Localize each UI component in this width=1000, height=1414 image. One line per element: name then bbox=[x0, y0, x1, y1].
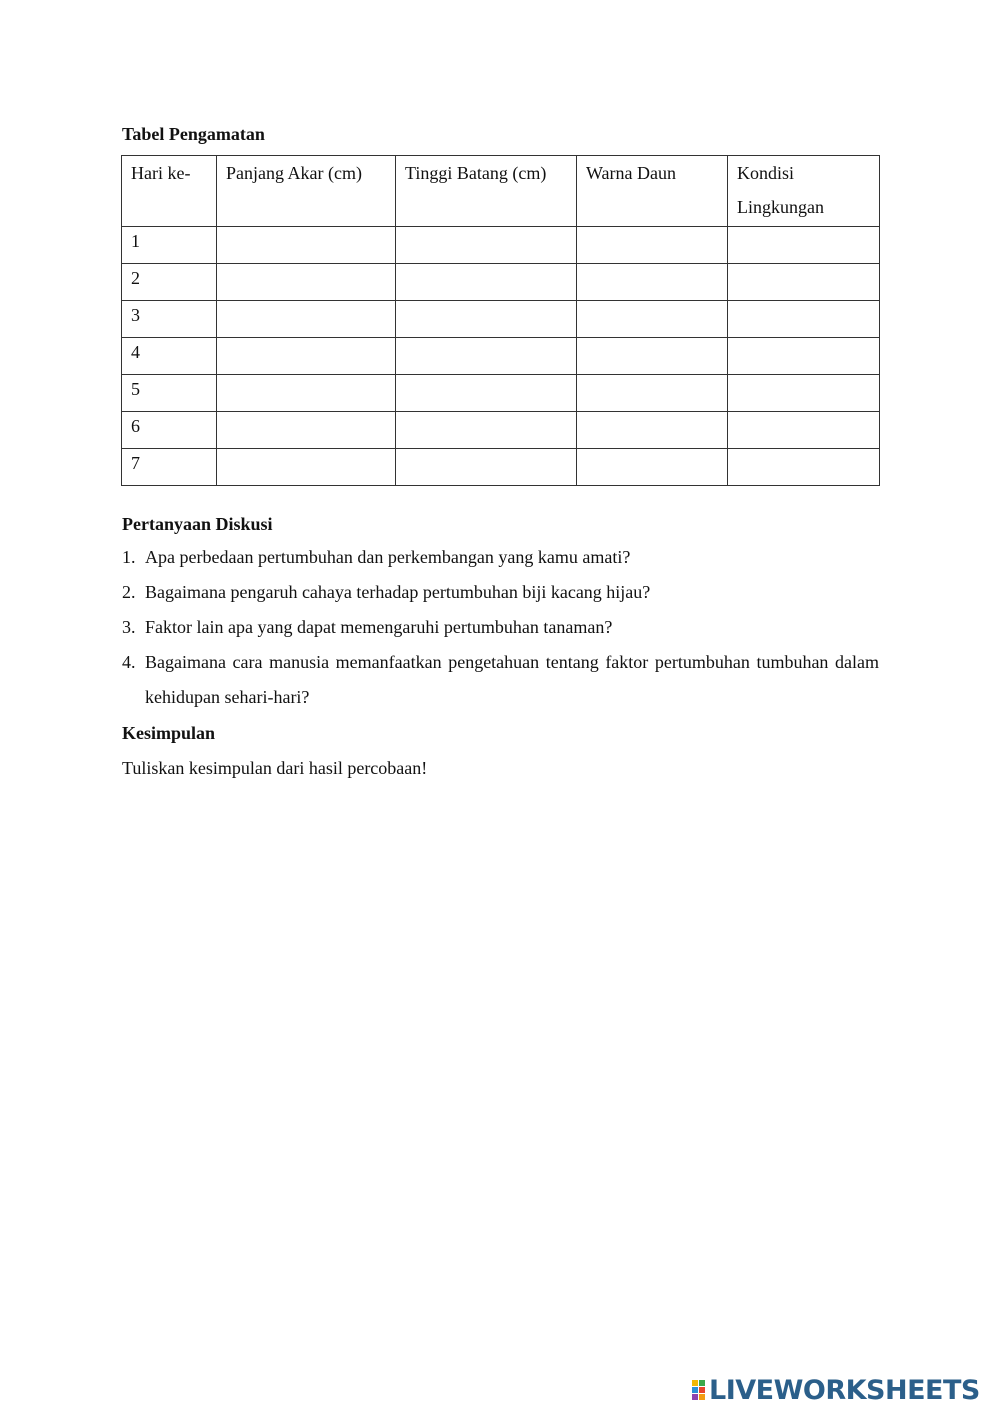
environment-cell[interactable] bbox=[728, 449, 880, 486]
environment-cell[interactable] bbox=[728, 301, 880, 338]
logo-tile bbox=[699, 1380, 705, 1386]
leaf-color-cell[interactable] bbox=[577, 449, 728, 486]
environment-cell[interactable] bbox=[728, 264, 880, 301]
leaf-color-cell[interactable] bbox=[577, 264, 728, 301]
stem-height-cell[interactable] bbox=[396, 227, 577, 264]
list-item bbox=[122, 645, 879, 715]
header-environment: Kondisi Lingkungan bbox=[728, 156, 880, 227]
environment-cell[interactable] bbox=[728, 227, 880, 264]
root-length-cell[interactable] bbox=[217, 301, 396, 338]
stem-height-cell[interactable] bbox=[396, 264, 577, 301]
leaf-color-cell[interactable] bbox=[577, 338, 728, 375]
environment-cell[interactable] bbox=[728, 412, 880, 449]
logo-tile bbox=[692, 1394, 698, 1400]
root-length-cell[interactable] bbox=[217, 375, 396, 412]
discussion-question-list bbox=[122, 540, 879, 715]
liveworksheets-grid-icon bbox=[692, 1380, 705, 1400]
day-cell: 2 bbox=[122, 264, 217, 301]
list-item bbox=[122, 540, 879, 575]
logo-text: LIVEWORKSHEETS bbox=[709, 1374, 980, 1406]
list-item bbox=[122, 575, 879, 610]
root-length-cell[interactable] bbox=[217, 338, 396, 375]
leaf-color-cell[interactable] bbox=[577, 227, 728, 264]
header-stem-height: Tinggi Batang (cm) bbox=[396, 156, 577, 227]
day-cell: 5 bbox=[122, 375, 217, 412]
stem-height-cell[interactable] bbox=[396, 375, 577, 412]
root-length-cell[interactable] bbox=[217, 449, 396, 486]
question-text: Faktor lain apa yang dapat memengaruhi pertumbuhan tanaman? bbox=[145, 617, 613, 637]
stem-height-cell[interactable] bbox=[396, 412, 577, 449]
table-row bbox=[122, 264, 880, 301]
question-text: Bagaimana pengaruh cahaya terhadap pertumbuhan biji kacang hijau? bbox=[145, 582, 651, 602]
environment-cell[interactable] bbox=[728, 375, 880, 412]
question-number: 4. bbox=[122, 652, 136, 672]
stem-height-cell[interactable] bbox=[396, 338, 577, 375]
day-cell: 3 bbox=[122, 301, 217, 338]
header-root-length: Panjang Akar (cm) bbox=[217, 156, 396, 227]
header-day: Hari ke- bbox=[122, 156, 217, 227]
question-text: Bagaimana cara manusia memanfaatkan pengetahuan tentang faktor pertumbuhan tumbuhan dalam kehidupan sehari-hari? bbox=[145, 652, 879, 707]
day-cell: 7 bbox=[122, 449, 217, 486]
table-header-row bbox=[122, 156, 880, 227]
logo-tile bbox=[692, 1387, 698, 1393]
logo-tile bbox=[699, 1387, 705, 1393]
table-row bbox=[122, 449, 880, 486]
conclusion-title: Kesimpulan bbox=[122, 723, 216, 743]
day-cell: 6 bbox=[122, 412, 217, 449]
question-text: Apa perbedaan pertumbuhan dan perkembangan yang kamu amati? bbox=[145, 547, 631, 567]
table-row bbox=[122, 375, 880, 412]
logo-tile bbox=[699, 1394, 705, 1400]
day-cell: 1 bbox=[122, 227, 217, 264]
table-row bbox=[122, 338, 880, 375]
list-item bbox=[122, 610, 879, 645]
table-row bbox=[122, 301, 880, 338]
observation-table-title: Tabel Pengamatan bbox=[122, 124, 265, 144]
discussion-title: Pertanyaan Diskusi bbox=[122, 514, 273, 534]
question-number: 2. bbox=[122, 582, 136, 602]
stem-height-cell[interactable] bbox=[396, 449, 577, 486]
observation-table bbox=[121, 155, 880, 486]
root-length-cell[interactable] bbox=[217, 264, 396, 301]
conclusion-instruction: Tuliskan kesimpulan dari hasil percobaan! bbox=[122, 758, 428, 778]
day-cell: 4 bbox=[122, 338, 217, 375]
question-number: 1. bbox=[122, 547, 136, 567]
leaf-color-cell[interactable] bbox=[577, 301, 728, 338]
environment-cell[interactable] bbox=[728, 338, 880, 375]
question-number: 3. bbox=[122, 617, 136, 637]
table-row bbox=[122, 412, 880, 449]
logo-tile bbox=[692, 1380, 698, 1386]
table-row bbox=[122, 227, 880, 264]
root-length-cell[interactable] bbox=[217, 227, 396, 264]
stem-height-cell[interactable] bbox=[396, 301, 577, 338]
header-leaf-color: Warna Daun bbox=[577, 156, 728, 227]
leaf-color-cell[interactable] bbox=[577, 375, 728, 412]
root-length-cell[interactable] bbox=[217, 412, 396, 449]
leaf-color-cell[interactable] bbox=[577, 412, 728, 449]
liveworksheets-logo bbox=[692, 1376, 980, 1404]
